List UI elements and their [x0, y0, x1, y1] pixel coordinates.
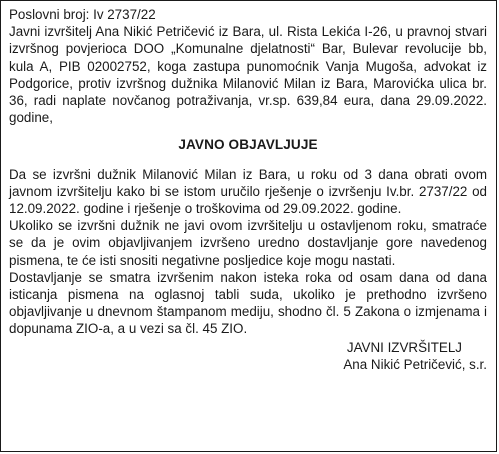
signature-name: Ana Nikić Petričević, s.r. — [343, 356, 487, 372]
signature-title: JAVNI IZVRŠITELJ — [346, 339, 462, 355]
notice-heading: JAVNO OBJAVLJUJE — [178, 137, 318, 153]
notice-body — [9, 6, 487, 373]
paragraph-consequences: Ukoliko se izvršni dužnik ne javi ovom izvršitelju u ostavljenom roku, smatraće se da je ovim objavljivanjem izvršeno uredno dostavljanje gore navedenog pismena, te će isti snositi negativne posljedice koje mogu nastati. — [9, 218, 487, 268]
signature-block — [9, 339, 487, 373]
case-number: Poslovni broj: Iv 2737/22 — [9, 7, 156, 22]
paragraph-deadline: Da se izvršni dužnik Milanović Milan iz Bara, u roku od 3 dana obrati ovom javnom izvršitelju kako bi se istom uručilo rješenje o izvršenju Iv.br. 2737/22 od 12.09.2022. godine i rješenje o troškovima od 29.09.2022. godine. — [9, 166, 487, 217]
paragraph-delivery: Dostavljanje se smatra izvršenim nakon isteka roka od osam dana od dana isticanja pismena na oglasnoj tabli suda, ukoliko je prethodno izvršeno objavljivanje u dnevnom štampanom mediju, shodno čl. 5 Zakona o izmjenama i dopunama ZIO-a, a u vezi sa čl. 45 ZIO. — [9, 269, 487, 337]
intro-paragraph: Javni izvršitelj Ana Nikić Petričević iz Bara, ul. Rista Lekića I-26, u pravnoj stvari izvršnog povjerioca DOO „Komunalne djelatnosti“ Bar, Bulevar revolucije bb, kula A, PIB 02002752, koga zastupa punomoćnik Vanja Mugoša, advokat iz Podgorice, protiv izvršnog dužnika Milanović Milan iz Bara, Marovićka ulica br. 36, radi naplate novčanog potraživanja, vr.sp. 639,84 eura, dana 29.09.2022. godine, — [9, 24, 487, 126]
